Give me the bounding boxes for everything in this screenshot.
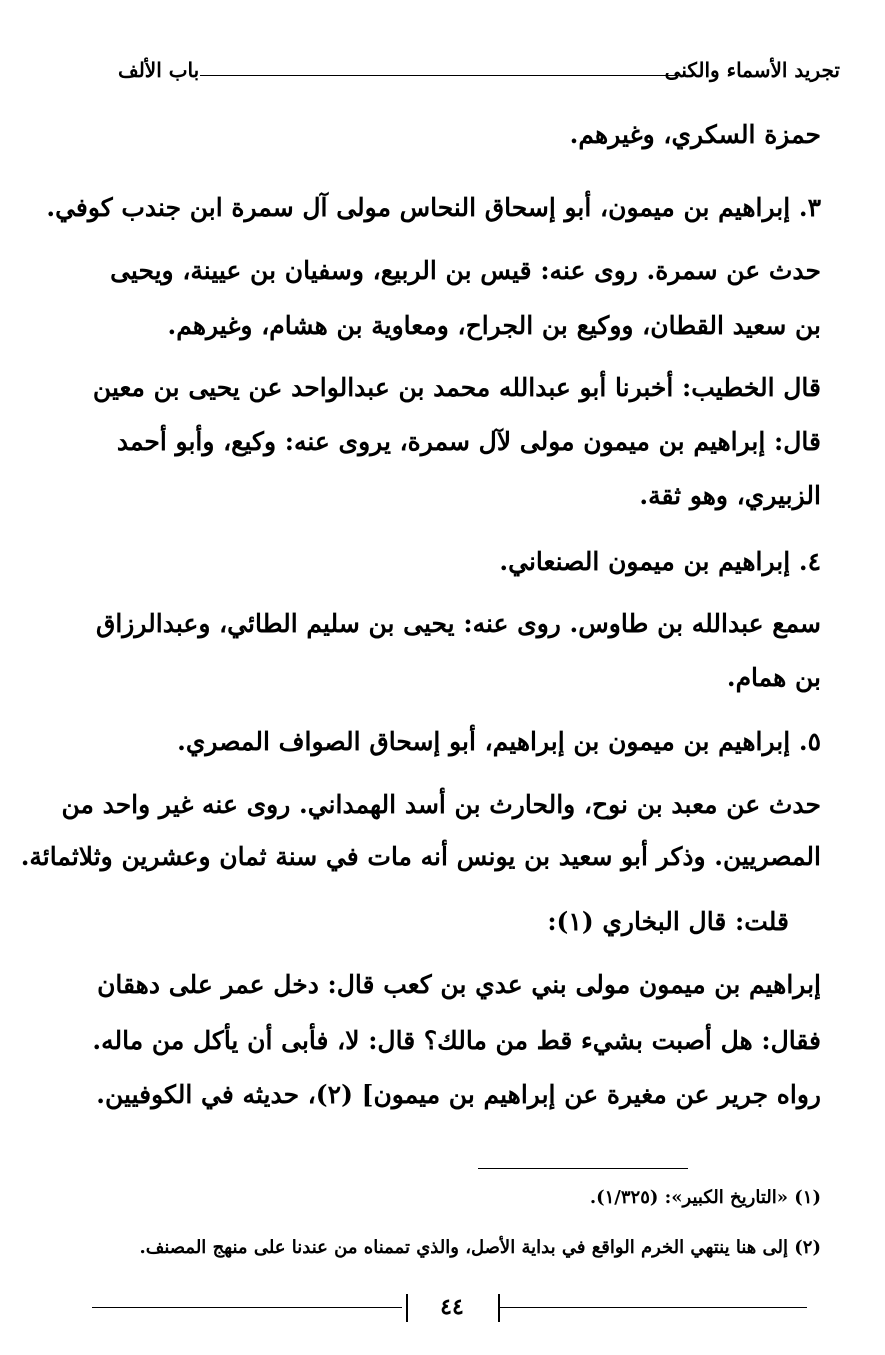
entry-heading: ٥. إبراهيم بن ميمون بن إبراهيم، أبو إسحاق الصواف المصري. bbox=[177, 727, 821, 756]
footnote: (١) «التاريخ الكبير»: (١/٣٢٥). bbox=[589, 1187, 821, 1208]
text-line: حمزة السكري، وغيرهم. bbox=[569, 120, 821, 149]
text-line: حدث عن سمرة. روى عنه: قيس بن الربيع، وسفيان بن عيينة، ويحيى bbox=[110, 256, 821, 285]
footnote-rule bbox=[478, 1168, 688, 1169]
text-line: قال: إبراهيم بن ميمون مولى لآل سمرة، يروى عنه: وكيع، وأبو أحمد bbox=[116, 427, 821, 456]
text-line: فقال: هل أصبت بشيء قط من مالك؟ قال: لا، فأبى أن يأكل من ماله. bbox=[92, 1026, 821, 1055]
header-rule bbox=[200, 75, 690, 76]
text-line: إبراهيم بن ميمون مولى بني عدي بن كعب قال: دخل عمر على دهقان bbox=[97, 970, 821, 999]
footer-rule bbox=[92, 1307, 402, 1308]
text-line: بن سعيد القطان، ووكيع بن الجراح، ومعاوية بن هشام، وغيرهم. bbox=[167, 311, 821, 340]
text-line: قال الخطيب: أخبرنا أبو عبدالله محمد بن عبدالواحد عن يحيى بن معين bbox=[92, 373, 821, 402]
text-line: سمع عبدالله بن طاوس. روى عنه: يحيى بن سليم الطائي، وعبدالرزاق bbox=[95, 609, 821, 638]
text-line: رواه جرير عن مغيرة عن إبراهيم بن ميمون] (٢)، حديثه في الكوفيين. bbox=[96, 1080, 821, 1109]
text-line: حدث عن معبد بن نوح، والحارث بن أسد الهمداني. روى عنه غير واحد من bbox=[61, 790, 821, 819]
footnote: (٢) إلى هنا ينتهي الخرم الواقع في بداية الأصل، والذي تممناه من عندنا على منهج المصنف. bbox=[139, 1237, 821, 1258]
text-line: قلت: قال البخاري (١): bbox=[547, 907, 789, 936]
chapter-title: باب الألف bbox=[118, 58, 200, 82]
footer-rule bbox=[500, 1307, 807, 1308]
running-header bbox=[118, 58, 840, 88]
entry-heading: ٣. إبراهيم بن ميمون، أبو إسحاق النحاس مولى آل سمرة ابن جندب كوفي. bbox=[46, 193, 821, 222]
entry-heading: ٤. إبراهيم بن ميمون الصنعاني. bbox=[499, 547, 821, 576]
book-title: تجريد الأسماء والكنى bbox=[664, 58, 840, 82]
text-line: المصريين. وذكر أبو سعيد بن يونس أنه مات في سنة ثمان وعشرين وثلاثمائة. bbox=[20, 842, 821, 871]
page-number: ٤٤ bbox=[440, 1294, 464, 1320]
text-line: بن همام. bbox=[726, 663, 821, 692]
text-line: الزبيري، وهو ثقة. bbox=[639, 481, 821, 510]
